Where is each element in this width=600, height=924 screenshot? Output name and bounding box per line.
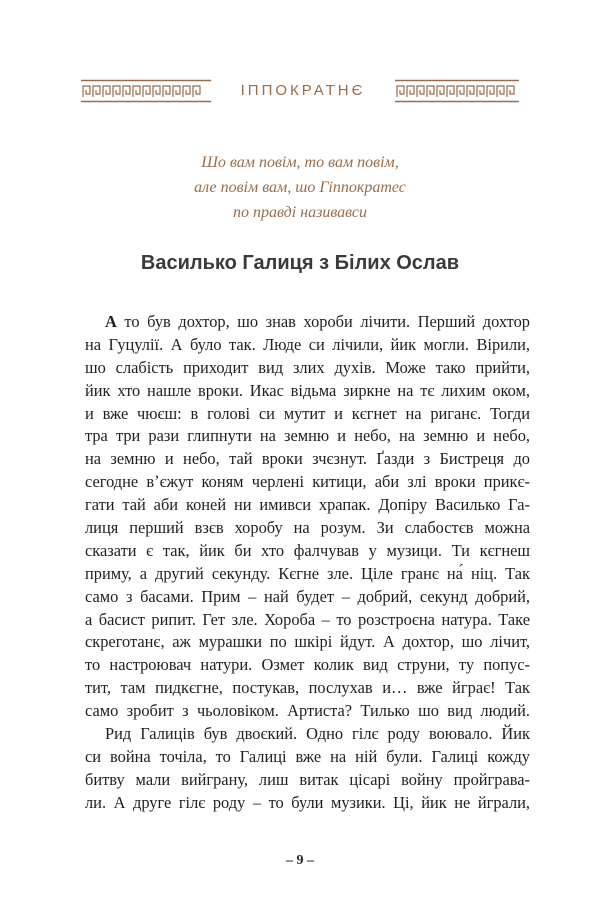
greek-key-ornament-left <box>81 79 211 103</box>
epigraph-line: але повім вам, шо Гіппократес <box>194 179 406 196</box>
text-line: си война точіла, то Галиці вже на ній були. Галиці кожду <box>85 746 530 766</box>
text-line: Рид Галиців був двоєкий. Одно гілє роду воювало. Йик <box>105 724 530 744</box>
epigraph-line: по правді називавси <box>232 204 368 221</box>
text-line: гати тай аби коней ни имивси храпак. Допіру Василько Га- <box>85 495 530 515</box>
text-line: на земню и небо, тай вроки зчєзнут. Ґазди з Бистреця до <box>85 449 530 469</box>
initial-letter: А <box>105 312 117 331</box>
text-line: само зробит з чьоловіком. Артиста? Тилько шо вид людий. <box>85 701 530 721</box>
text-line: на Гуцулії. А було так. Люде си лічили, йик могли. Вірили, <box>85 334 530 354</box>
page-number: – 9 – <box>286 853 314 868</box>
text-line: йик хто нашле вроки. Икас відьма зиркне на тє лихим оком, <box>85 380 530 400</box>
text-line: сегодне вʼєжут коням черлені китици, аби злі вроки прикє- <box>85 472 530 492</box>
text-line: ли. А друге гілє роду – то були музики. Ці, йик не йграли, <box>85 792 530 812</box>
text-line: само з басами. Прим – най будет – добрий, секунд добрий, <box>85 586 530 606</box>
text-line: и вже чюєш: в голові си мутит и кєгнет на риганє. Тогди <box>85 403 530 423</box>
text-line: шо слабість приходит вид злих духів. Може тако прийти, <box>85 357 530 377</box>
text-line: битву мали вийграну, лиш витак цісарі войну пройграва- <box>85 769 530 789</box>
epigraph <box>110 150 490 225</box>
text-line: приму, а другий секунду. Кєгне зле. Ціле гранє на́ ніц. Так <box>85 563 530 583</box>
text-line-content: то був дохтор, шо знав хороби лічити. Перший дохтор <box>116 312 530 331</box>
text-line: тит, там пидкєгне, постукав, послухав и… вже йграє! Так <box>85 678 530 698</box>
text-line: лиця перший взєв хоробу на розум. Зи слабостєв можна <box>85 518 530 538</box>
text-line: сказати є так, йик би хто фалчував у музици. Ти кєгнеш <box>85 540 530 560</box>
running-header <box>81 79 519 103</box>
text-line: а басист рипит. Гет зле. Хороба – то розстроєна натура. Таке <box>85 609 530 629</box>
greek-key-ornament-right <box>395 79 519 103</box>
chapter-title: Василько Галиця з Білих Ослав <box>140 252 460 274</box>
text-line: скреготанє, аж мурашки по шкірі йдут. А дохтор, шо лічит, <box>85 632 530 652</box>
text-line: то настроювач натури. Озмет колик вид струни, ту попус- <box>85 655 530 675</box>
running-title: ІППОКРАТНЄ <box>240 82 366 99</box>
text-line <box>85 311 530 334</box>
body-text <box>85 311 530 815</box>
text-line: тра три рази глипнути на земню и небо, на земню и небо, <box>85 426 530 446</box>
epigraph-line: Шо вам повім, то вам повім, <box>201 154 399 171</box>
